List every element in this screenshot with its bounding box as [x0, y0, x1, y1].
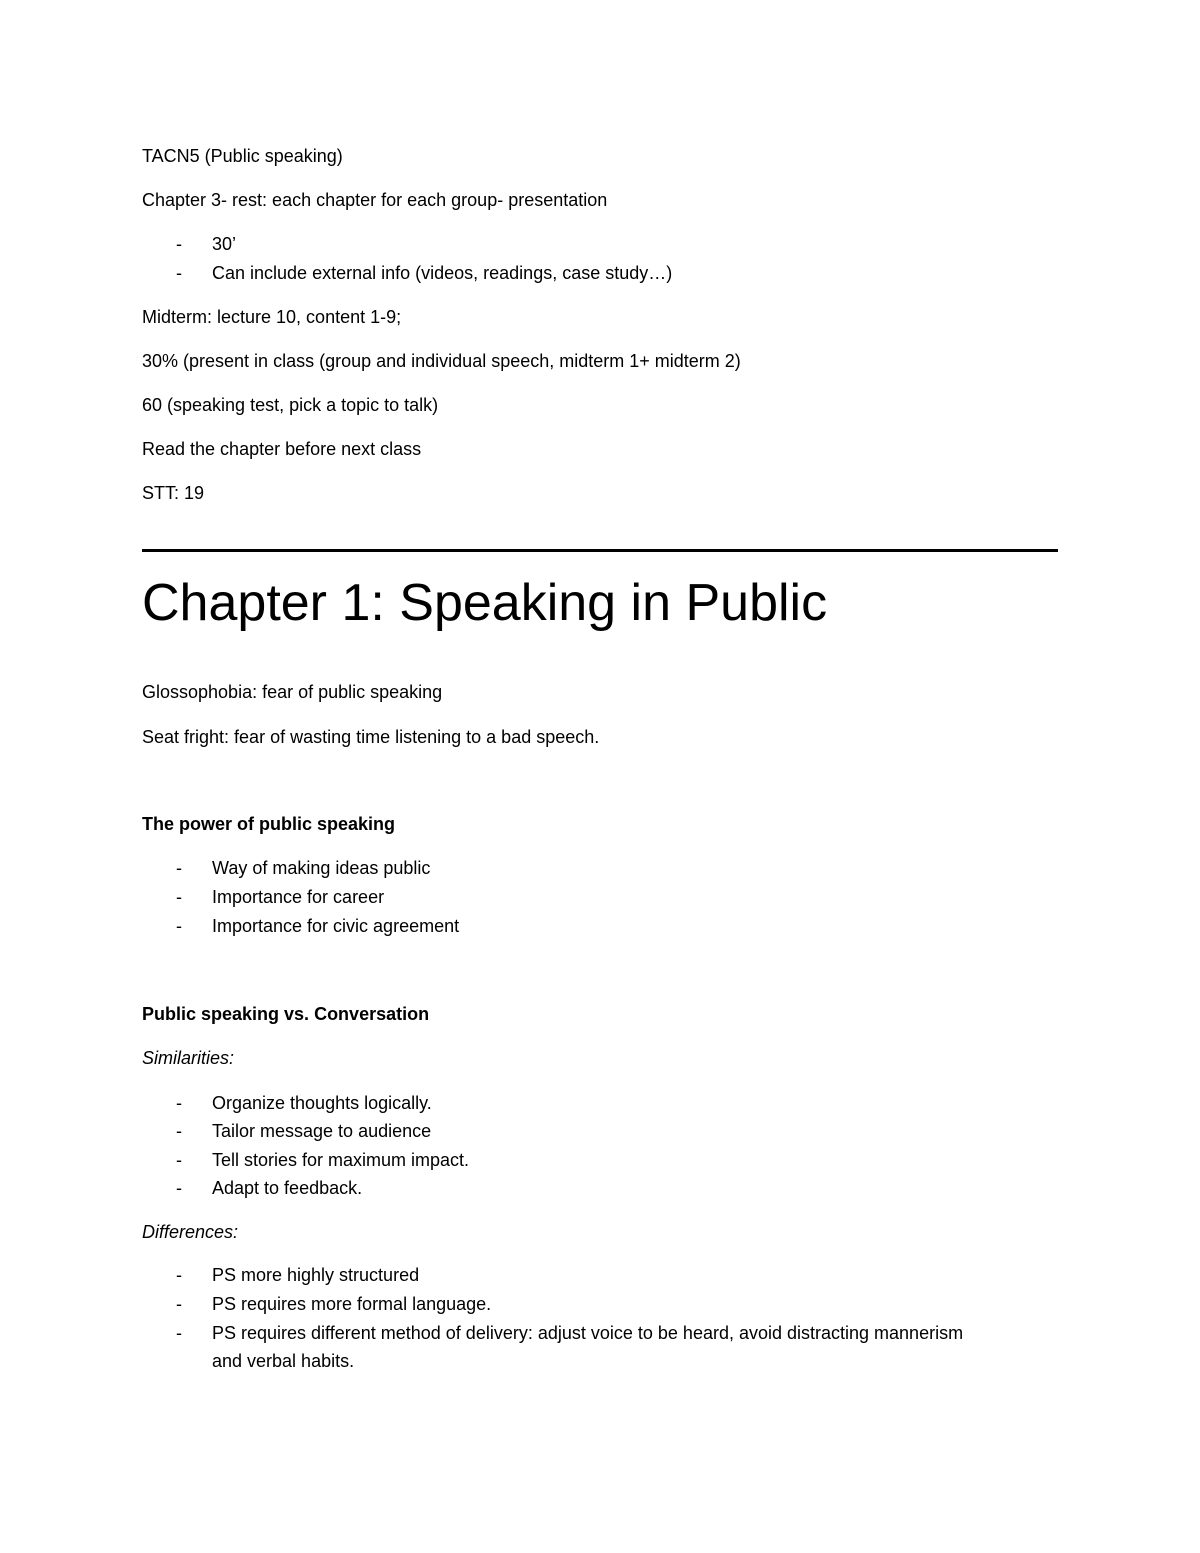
power-heading: The power of public speaking: [142, 814, 396, 834]
seat-fright-definition: Seat fright: fear of wasting time listening to a bad speech.: [142, 727, 600, 747]
document-page: TACN5 (Public speaking) Chapter 3- rest: each chapter for each group- presentation - 30’ - Can include external info (videos, readings, case study…) Midterm: lecture 10, content 1-9; 30% (present in class (group and individual speech, midterm 1+ midterm 2) 60 (speaking test, pick a topic to talk) Read the chapter before next class STT: 19 Chapter 1: Speaking in Public Glossophobia: fear of public speaking Seat fright: fear of wasting time listening to a bad speech. The power of public speaking - Way of making ideas public - Importance for career - Importance for civic agreement Public speaking vs. Conversation Similarities: - Organize thoughts logically. - Tailor message to audience - Tell stories for maximum impact. - Adapt to feedback. Differences: - PS more highly structured - PS requires more formal language. - PS requires different method of delivery: adjust voice to be heard, avoid distracting mannerism and verbal habits.: [0, 0, 1200, 1553]
differences-label: Differences:: [142, 1222, 239, 1242]
stt-note: STT: 19: [142, 483, 205, 503]
similarities-label: Similarities:: [142, 1048, 235, 1068]
presentation-note: Chapter 3- rest: each chapter for each group- presentation: [142, 190, 608, 210]
vs-heading: Public speaking vs. Conversation: [142, 1004, 430, 1024]
glossophobia-definition: Glossophobia: fear of public speaking: [142, 682, 443, 702]
grade-30-note: 30% (present in class (group and individual speech, midterm 1+ midterm 2): [142, 351, 741, 371]
list-item-continuation: and verbal habits.: [212, 1351, 355, 1371]
grade-60-note: 60 (speaking test, pick a topic to talk): [142, 395, 439, 415]
horizontal-rule: [142, 549, 1058, 552]
midterm-note: Midterm: lecture 10, content 1-9;: [142, 307, 402, 327]
reading-note: Read the chapter before next class: [142, 439, 422, 459]
course-title: TACN5 (Public speaking): [142, 146, 343, 166]
chapter-title: Chapter 1: Speaking in Public: [142, 574, 828, 632]
